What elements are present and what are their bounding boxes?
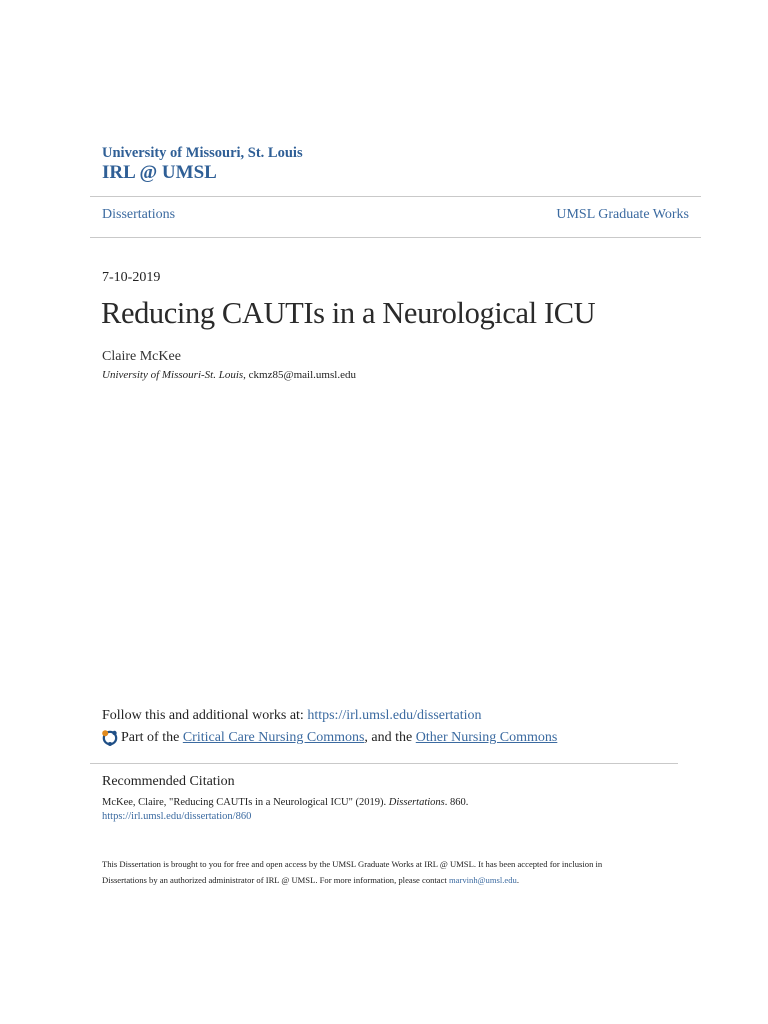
footer-line-2 [102,872,662,888]
affiliation-email: ckmz85@mail.umsl.edu [248,369,356,381]
citation-divider [90,763,678,764]
publication-date: 7-10-2019 [102,270,161,285]
affiliation-institution: University of Missouri-St. Louis [102,369,244,381]
part-of-middle: , and the [364,730,413,745]
citation-journal: Dissertations [388,797,445,808]
part-of-prefix: Part of the [121,730,180,745]
network-commons-icon [101,729,119,747]
citation-suffix: . 860. [444,797,469,808]
repository-name[interactable]: IRL @ UMSL [102,162,217,183]
follow-line [102,708,482,724]
institution-name[interactable]: University of Missouri, St. Louis [102,145,303,161]
contact-email-link[interactable]: marvinh@umsl.edu [448,875,517,885]
footer-line-2-suffix: . [516,875,519,885]
affiliation-separator: , [243,369,246,381]
footer-line-2-prefix: Dissertations by an authorized administrator of IRL @ UMSL. For more information, please contact [102,875,447,885]
citation-heading: Recommended Citation [102,774,235,789]
header-divider [90,196,701,197]
other-nursing-commons-link[interactable]: Other Nursing Commons [415,730,558,745]
nav-divider [90,237,701,238]
citation-text [102,796,468,810]
citation-prefix: McKee, Claire, "Reducing CAUTIs in a Neurological ICU" (2019). [102,797,387,808]
follow-prefix: Follow this and additional works at: [102,708,304,723]
footer-line-1: This Dissertation is brought to you for free and open access by the UMSL Graduate Works at IRL @ UMSL. It has been accepted for inclusion in [102,859,603,869]
part-of-line [101,729,557,747]
citation-body [102,796,468,824]
follow-url-link[interactable]: https://irl.umsl.edu/dissertation [307,708,482,723]
access-footer [102,856,662,888]
author-affiliation [102,369,356,381]
dissertations-link[interactable]: Dissertations [102,207,176,222]
author-name: Claire McKee [102,349,181,364]
umsl-graduate-works-link[interactable]: UMSL Graduate Works [556,207,689,222]
paper-title: Reducing CAUTIs in a Neurological ICU [101,296,596,330]
citation-url-link[interactable]: https://irl.umsl.edu/dissertation/860 [102,811,252,822]
critical-care-nursing-commons-link[interactable]: Critical Care Nursing Commons [182,730,365,745]
